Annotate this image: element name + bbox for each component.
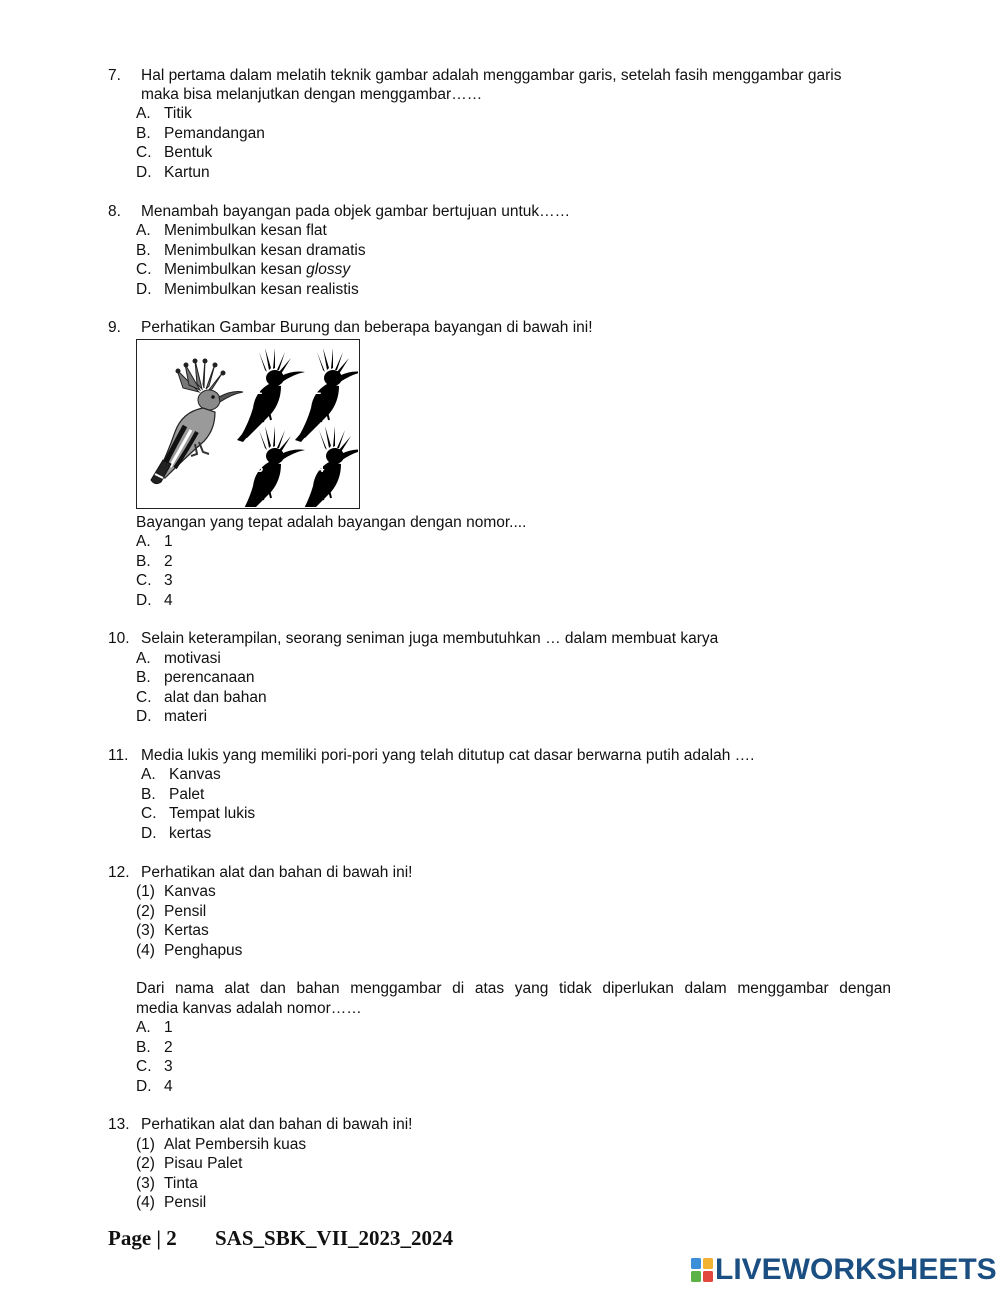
option[interactable]: B. Pemandangan [136, 125, 265, 142]
option[interactable]: D. Menimbulkan kesan realistis [136, 281, 359, 298]
question-12-text: Perhatikan alat dan bahan di bawah ini! [141, 864, 413, 881]
shadow-label: 1 [255, 382, 263, 397]
liveworksheets-logo[interactable] [691, 1255, 997, 1285]
shadow-3 [237, 426, 305, 507]
question-13-text: Perhatikan alat dan bahan di bawah ini! [141, 1116, 413, 1133]
list-item: (4) Penghapus [136, 942, 243, 959]
bird-figure-svg [137, 340, 358, 507]
question-9-subtext: Bayangan yang tepat adalah bayangan dengan nomor.... [136, 514, 527, 531]
option[interactable]: A. 1 [136, 1019, 173, 1036]
option[interactable]: D. 4 [136, 592, 173, 609]
shadow-label: 4 [317, 460, 325, 475]
question-7-text: Hal pertama dalam melatih teknik gambar adalah menggambar garis, setelah fasih menggambar garis [141, 67, 842, 84]
question-9-number: 9. [108, 319, 121, 336]
shadow-label: 2 [314, 382, 322, 397]
option[interactable]: D. Kartun [136, 164, 210, 181]
option[interactable]: D. materi [136, 708, 208, 725]
option[interactable]: A. 1 [136, 533, 173, 550]
page-number: Page | 2 [108, 1226, 177, 1250]
question-9-text: Perhatikan Gambar Burung dan beberapa bayangan di bawah ini! [141, 319, 593, 336]
document-code: SAS_SBK_VII_2023_2024 [215, 1226, 454, 1250]
bird-figure [136, 339, 360, 509]
question-11-text: Media lukis yang memiliki pori-pori yang telah ditutup cat dasar berwarna putih adalah …. [141, 747, 755, 764]
list-item: (1) Kanvas [136, 883, 216, 900]
option[interactable]: A. motivasi [136, 650, 221, 667]
option[interactable]: A. Menimbulkan kesan flat [136, 222, 327, 239]
option[interactable]: C. Menimbulkan kesan glossy [136, 261, 351, 278]
question-12-paragraph: Dari nama alat dan bahan menggambar di atas yang tidak diperlukan dalam menggambar dengan [136, 980, 891, 997]
option[interactable]: B. 2 [136, 553, 173, 570]
question-11-number: 11. [108, 747, 129, 764]
hoopoe-bird [151, 359, 243, 484]
option[interactable]: C. 3 [136, 1058, 173, 1075]
option[interactable]: A. Titik [136, 105, 192, 122]
question-13-number: 13. [108, 1116, 130, 1133]
option[interactable]: C. 3 [136, 572, 173, 589]
list-item: (1) Alat Pembersih kuas [136, 1136, 307, 1153]
option[interactable]: B. Menimbulkan kesan dramatis [136, 242, 366, 259]
option[interactable]: C. Tempat lukis [141, 805, 256, 822]
shadow-2 [295, 348, 358, 442]
list-item: (3) Kertas [136, 922, 209, 939]
option[interactable]: D. kertas [141, 825, 212, 842]
option[interactable]: B. perencanaan [136, 669, 255, 686]
liveworksheets-grid-icon [691, 1258, 713, 1282]
question-8-text: Menambah bayangan pada objek gambar bertujuan untuk…… [141, 203, 571, 220]
question-12-paragraph-cont: media kanvas adalah nomor…… [136, 1000, 362, 1017]
shadow-label: 3 [256, 460, 264, 475]
list-item: (3) Tinta [136, 1175, 198, 1192]
question-7-number: 7. [108, 67, 121, 84]
list-item: (2) Pensil [136, 903, 207, 920]
question-7-text-cont: maka bisa melanjutkan dengan menggambar…… [141, 86, 483, 103]
option[interactable]: A. Kanvas [141, 766, 221, 783]
question-10-text: Selain keterampilan, seorang seniman juga membutuhkan … dalam membuat karya [141, 630, 719, 647]
list-item: (4) Pensil [136, 1194, 207, 1211]
option[interactable]: B. Palet [141, 786, 205, 803]
list-item: (2) Pisau Palet [136, 1155, 243, 1172]
option[interactable]: B. 2 [136, 1039, 173, 1056]
option[interactable]: C. alat dan bahan [136, 689, 267, 706]
shadow-4 [297, 426, 358, 507]
page-footer [108, 1226, 453, 1251]
brand-name: LIVEWORKSHEETS [715, 1253, 997, 1286]
shadow-1 [237, 348, 305, 442]
option[interactable]: D. 4 [136, 1078, 173, 1095]
option[interactable]: C. Bentuk [136, 144, 213, 161]
question-12-number: 12. [108, 864, 130, 881]
question-8-number: 8. [108, 203, 121, 220]
question-10-number: 10. [108, 630, 130, 647]
